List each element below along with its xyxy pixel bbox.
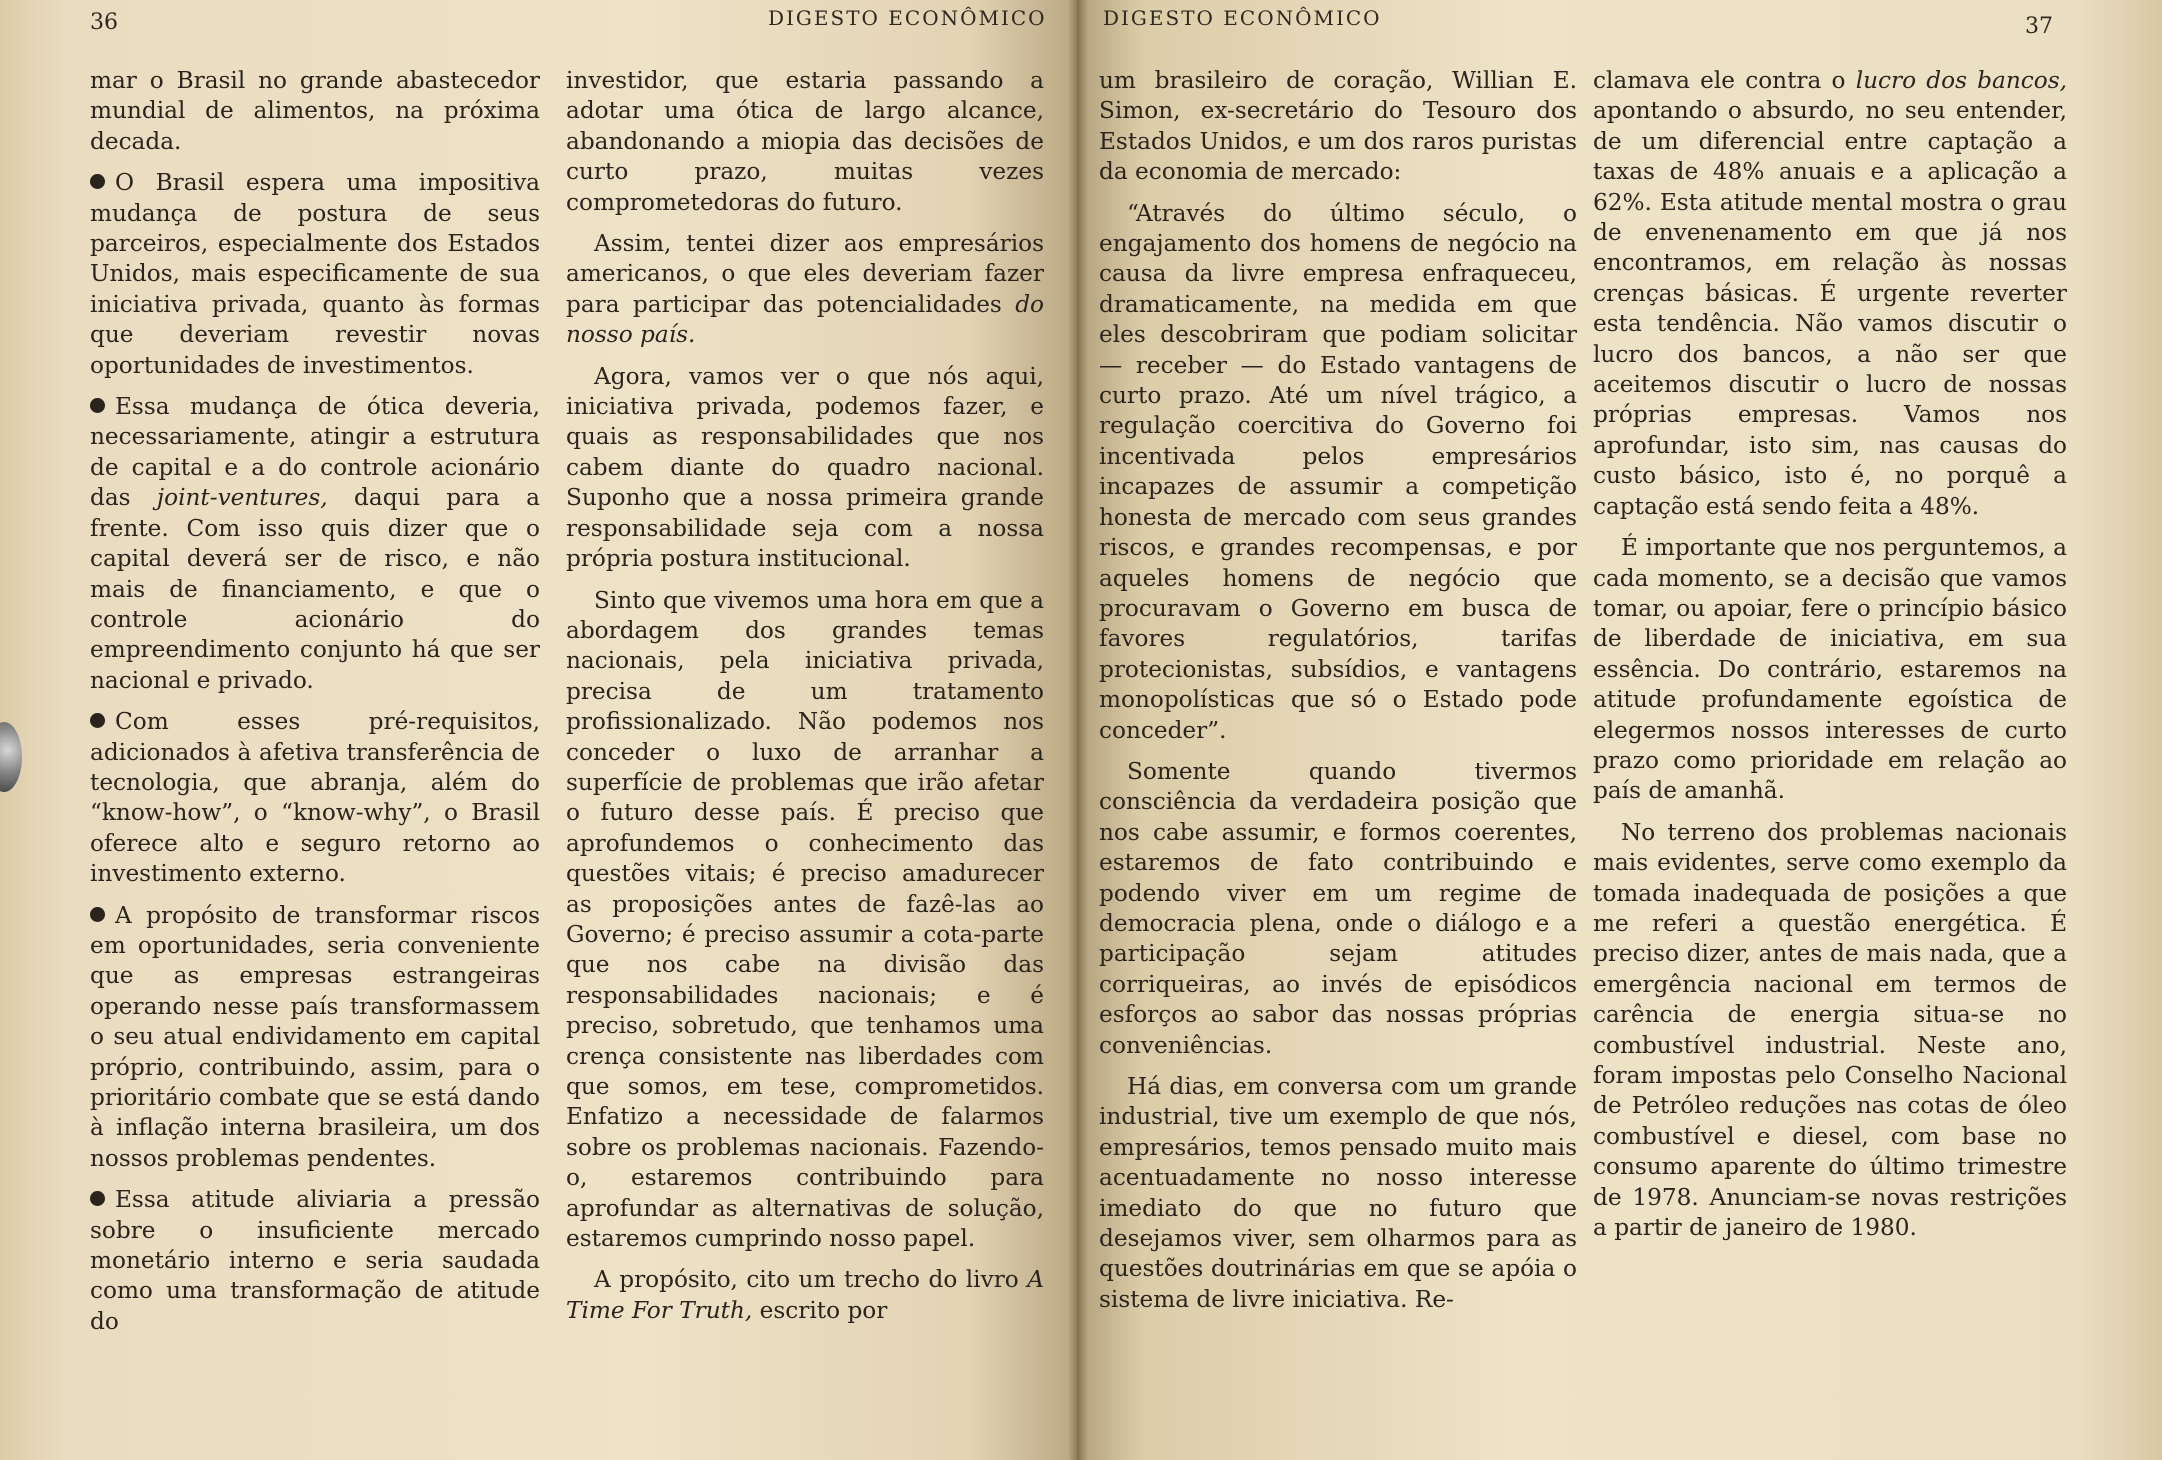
- paragraph-text: O Brasil espera uma impositiva mudança de postura de seus parceiros, especialmente dos Estados Unidos, mais especificamente de sua iniciativa privada, quanto às formas que deveriam revestir novas oportunidades de investimentos.: [90, 169, 540, 379]
- paragraph-text: “Através do último século, o engajamento dos homens de negócio na causa da livre empresa enfraqueceu, dramaticamente, na medida em que eles descobriram que podiam solicitar — receber — do Estado vantagens de curto prazo. Até um nível trágico, a regulação coercitiva do Governo foi incentivada pelos empresários incapazes de assumir a competição honesta de mercado com seus grandes riscos, e grandes recompensas, e por aqueles homens de negócio que procuravam o Governo em busca de favores regulatórios, tarifas protecionistas, subsídios, e vantagens monopolísticas que só o Estado pode conceder”.: [1099, 199, 1577, 744]
- italic-term: do nosso país.: [566, 290, 1044, 349]
- bullet-icon: [90, 907, 105, 922]
- paragraph: [1099, 1072, 1577, 1315]
- column-1: [90, 66, 540, 1348]
- bullet-icon: [90, 713, 105, 728]
- paragraph-text: clamava ele contra o: [1593, 67, 1856, 94]
- bullet-paragraph: [90, 1185, 540, 1337]
- book-title: A Time For Truth,: [566, 1266, 1044, 1324]
- right-page: [1077, 0, 2162, 1460]
- paragraph-text: investidor, que estaria passando a adotar uma ótica de largo alcance, abandonando a miopia das decisões de curto prazo, muitas vezes comprometedoras do futuro.: [566, 67, 1044, 216]
- book-gutter: [1068, 0, 1088, 1460]
- paragraph: [566, 66, 1044, 218]
- paragraph-text: escrito por: [752, 1296, 888, 1324]
- paragraph: [566, 362, 1044, 575]
- paragraph-text: Essa mudança de ótica deveria, necessariamente, atingir a estrutura de capital e a do controle acionário das: [90, 393, 540, 512]
- italic-term: joint-ventures,: [156, 484, 328, 512]
- paragraph-text: É importante que nos perguntemos, a cada momento, se a decisão que vamos tomar, ou apoiar, fere o princípio básico de liberdade de iniciativa, em sua essência. Do contrário, estaremos na atitude profundamente egoística de elegermos nossos interesses de curto prazo como prioridade em relação ao país de amanhã.: [1593, 534, 2067, 805]
- paragraph-text: Sinto que vivemos uma hora em que a abordagem dos grandes temas nacionais, pela iniciativa privada, precisa de um tratamento profissionalizado. Não podemos nos conceder o luxo de arranhar a superfície de problemas que irão afetar o futuro desse país. É preciso que aprofundemos o conhecimento das questões vitais; é preciso amadurecer as proposições antes de fazê-las ao Governo; é preciso assumir a cota-parte que nos cabe na divisão das responsabilidades nacionais; e é preciso, sobretudo, que tenhamos uma crença consistente nas liberdades com que somos, em tese, comprometidos. Enfatizo a necessidade de falarmos sobre os problemas nacionais. Fazendo-o, estaremos contribuindo para aprofundar as alternativas de solução, estaremos cumprindo nosso papel.: [566, 586, 1044, 1253]
- page-number-left: 36: [90, 10, 118, 35]
- paragraph-text: Somente quando tivermos consciência da verdadeira posição que nos cabe assumir, e formos coerentes, estaremos de fato contribuindo e podendo viver em um regime de democracia plena, onde o diálogo e a participação sejam atitudes corriqueiras, ao invés de episódicos esforços ao sabor das nossas próprias conveniências.: [1099, 757, 1577, 1059]
- binding-rivet-icon: [0, 722, 22, 792]
- paragraph: [566, 1265, 1044, 1326]
- paragraph-text: daqui para a frente. Com isso quis dizer que o capital deverá ser de risco, e não mais de financiamento, e que o controle acionário do empreendimento conjunto há que ser nacional e privado.: [90, 484, 540, 694]
- paragraph-text: mar o Brasil no grande abastecedor mundial de alimentos, na próxima decada.: [90, 67, 540, 155]
- paragraph: [1593, 66, 2067, 522]
- bullet-paragraph: [90, 901, 540, 1175]
- paragraph-text: Com esses pré-requisitos, adicionados à afetiva transferência de tecnologia, que abranja, além do “know-how”, o “know-why”, o Brasil oferece alto e seguro retorno ao investimento externo.: [90, 708, 540, 888]
- paragraph-text: Agora, vamos ver o que nós aqui, iniciativa privada, podemos fazer, e quais as responsabilidades que nos cabem diante do quadro nacional. Suponho que a nossa primeira grande responsabilidade seja com a nossa própria postura institucional.: [566, 362, 1044, 573]
- running-head-left: DIGESTO ECONÔMICO: [768, 6, 1047, 30]
- column-2: [566, 66, 1044, 1337]
- column-3: [1099, 66, 1577, 1326]
- quote-paragraph: [1099, 199, 1577, 746]
- paragraph: [1099, 66, 1577, 188]
- bullet-icon: [90, 398, 105, 413]
- page-number-right: 37: [2025, 14, 2053, 39]
- paragraph-text: A propósito, cito um trecho do livro: [594, 1266, 1028, 1294]
- paragraph: [566, 586, 1044, 1255]
- bullet-paragraph: [90, 707, 540, 889]
- paragraph: [1593, 818, 2067, 1244]
- left-page: [0, 0, 1077, 1460]
- paragraph-text: apontando o absurdo, no seu entender, de um diferencial entre captação a taxas de 48% anuais e a aplicação a 62%. Esta atitude mental mostra o grau de envenenamento em que já nos encontramos, em relação às nossas crenças básicas. É urgente reverter esta tendência. Não vamos discutir o lucro dos bancos, a não ser que aceitemos discutir o lucro de nossas próprias empresas. Vamos nos aprofundar, isto sim, nas causas do custo básico, isto é, no porquê a captação está sendo feita a 48%.: [1593, 97, 2067, 520]
- paragraph-text: No terreno dos problemas nacionais mais evidentes, serve como exemplo da tomada inadequada de posições a que me referi a questão energética. É preciso dizer, antes de mais nada, que a emergência nacional em termos de carência de energia situa-se no combustível industrial. Neste ano, foram impostas pelo Conselho Nacional de Petróleo reduções nas cotas de óleo combustível e diesel, com base no consumo aparente do último trimestre de 1978. Anunciam-se novas restrições a partir de janeiro de 1980.: [1593, 818, 2067, 1242]
- paragraph: [1593, 533, 2067, 807]
- bullet-icon: [90, 1191, 105, 1206]
- column-4: [1593, 66, 2067, 1254]
- paragraph: [90, 66, 540, 157]
- paragraph-text: um brasileiro de coração, Willian E. Simon, ex-secretário do Tesouro dos Estados Unidos, e um dos raros puristas da economia de mercado:: [1099, 67, 1577, 186]
- bullet-paragraph: [90, 392, 540, 696]
- paragraph: [1099, 757, 1577, 1061]
- bullet-icon: [90, 174, 105, 189]
- paragraph-text: A propósito de transformar riscos em oportunidades, seria conveniente que as empresas estrangeiras operando nesse país transformassem o seu atual endividamento em capital próprio, contribuindo, assim, para o prioritário combate que se está dando à inflação interna brasileira, um dos nossos problemas pendentes.: [90, 901, 540, 1172]
- paragraph: [566, 229, 1044, 351]
- italic-term: lucro dos bancos,: [1855, 67, 2067, 94]
- running-head-right: DIGESTO ECONÔMICO: [1103, 6, 1382, 30]
- paragraph-text: Assim, tentei dizer aos empresários americanos, o que eles deveriam fazer para participar das potencialidades: [566, 230, 1044, 318]
- paragraph-text: Essa atitude aliviaria a pressão sobre o insuficiente mercado monetário interno e seria saudada como uma transformação de atitude do: [90, 1186, 540, 1335]
- bullet-paragraph: [90, 168, 540, 381]
- paragraph-text: Há dias, em conversa com um grande industrial, tive um exemplo de que nós, empresários, temos pensado muito mais acentuadamente no nosso interesse imediato do que no futuro que desejamos viver, sem olharmos para as questões doutrinárias em que se apóia o sistema de livre iniciativa. Re-: [1099, 1073, 1577, 1313]
